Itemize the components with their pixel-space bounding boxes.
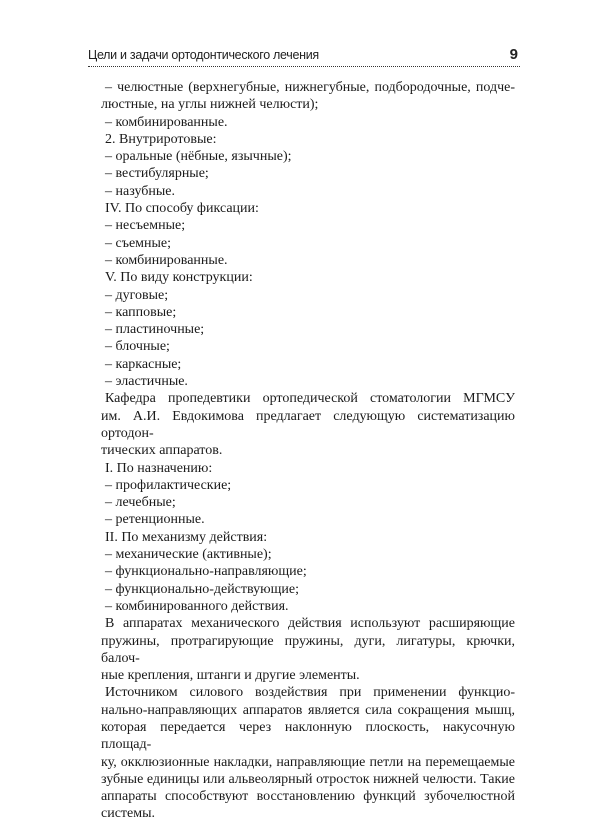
section-heading: V. По виду конструкции: bbox=[105, 270, 253, 286]
list-item: – каркасные; bbox=[105, 356, 182, 372]
list-item: – комбинированные. bbox=[105, 252, 228, 268]
section-heading: IV. По способу фиксации: bbox=[105, 201, 259, 217]
list-item: – лечебные; bbox=[105, 495, 176, 511]
list-item: – профилактические; bbox=[105, 477, 232, 493]
paragraph-line: тических аппаратов. bbox=[101, 443, 223, 459]
section-heading: II. По механизму действия: bbox=[105, 529, 268, 545]
list-item: – функционально-действующие; bbox=[105, 581, 299, 597]
paragraph-line: зубные единицы или альвеолярный отросток нижней челюсти. Такие bbox=[101, 771, 515, 787]
list-item: – вестибулярные; bbox=[105, 166, 209, 182]
list-item: – дуговые; bbox=[105, 287, 169, 303]
list-item: – съемные; bbox=[105, 235, 172, 251]
paragraph-line: Кафедра пропедевтики ортопедической стоматологии МГМСУ bbox=[105, 391, 515, 407]
paragraph-line: им. А.И. Евдокимова предлагает следующую систематизацию ортодон- bbox=[101, 408, 515, 441]
list-item: – ретенционные. bbox=[105, 512, 205, 528]
paragraph-line: В аппаратах механического действия используют расширяющие bbox=[105, 616, 515, 632]
running-header bbox=[88, 44, 520, 67]
paragraph-line: системы. bbox=[101, 806, 156, 822]
paragraph-line: нально-направляющих аппаратов является сила сокращения мышц, bbox=[101, 702, 515, 718]
list-item: – функционально-направляющие; bbox=[105, 564, 307, 580]
section-heading: 2. Внутриротовые: bbox=[105, 131, 217, 147]
list-item: – механические (активные); bbox=[105, 547, 272, 563]
text-line: люстные, на углы нижней челюсти); bbox=[101, 97, 319, 113]
section-heading: I. По назначению: bbox=[105, 460, 213, 476]
list-item: – блочные; bbox=[105, 339, 170, 355]
list-item: – назубные. bbox=[105, 183, 175, 199]
running-header-title: Цели и задачи ортодонтического лечения bbox=[88, 48, 319, 62]
paragraph-line: ные крепления, штанги и другие элементы. bbox=[101, 668, 360, 684]
page-number: 9 bbox=[509, 46, 518, 63]
list-item: – несъемные; bbox=[105, 218, 186, 234]
page-body bbox=[101, 79, 515, 823]
paragraph-line: пружины, протрагирующие пружины, дуги, лигатуры, крючки, балоч- bbox=[101, 633, 515, 666]
text-line: – челюстные (верхнегубные, нижнегубные, подбородочные, подче- bbox=[105, 80, 515, 95]
list-item: – пластиночные; bbox=[105, 322, 205, 338]
paragraph-line: ку, окклюзионные накладки, направляющие петли на перемещаемые bbox=[101, 754, 515, 770]
list-item: – комбинированного действия. bbox=[105, 598, 289, 614]
paragraph-line: аппараты способствуют восстановлению функций зубочелюстной bbox=[101, 789, 515, 805]
list-item: – оральные (нёбные, язычные); bbox=[105, 149, 292, 165]
list-item: – капповые; bbox=[105, 304, 177, 320]
list-item: – эластичные. bbox=[105, 374, 188, 390]
paragraph-line: которая передается через наклонную плоскость, накусочную площад- bbox=[101, 719, 515, 753]
list-item: – комбинированные. bbox=[105, 114, 228, 130]
paragraph-line: Источником силового воздействия при применении функцио- bbox=[105, 685, 515, 701]
